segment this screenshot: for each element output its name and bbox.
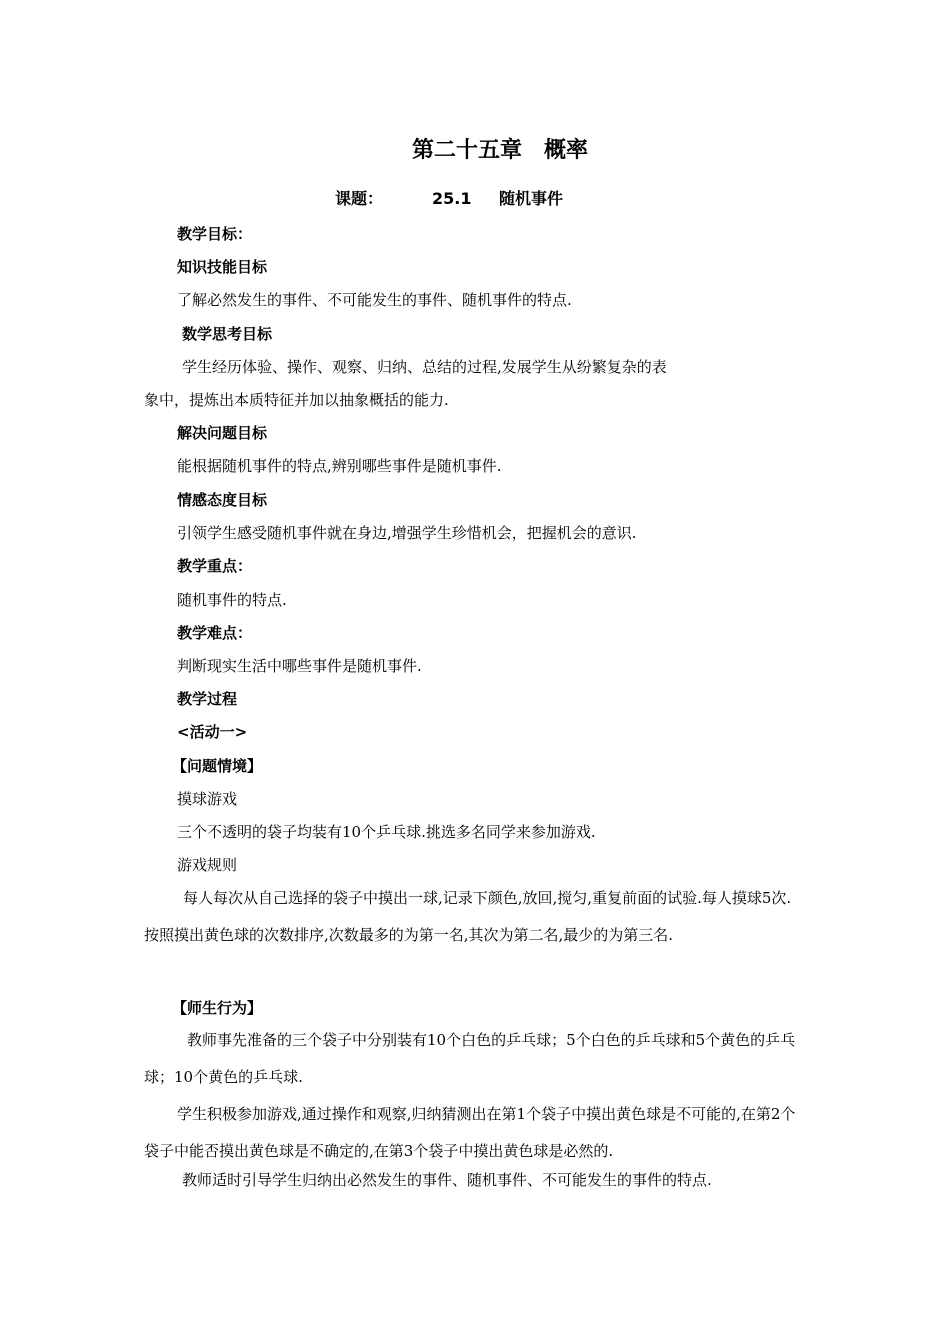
difficulty-text: 判断现实生活中哪些事件是随机事件.: [177, 657, 422, 675]
thinking-text-1: 学生经历体验、操作、观察、归纳、总结的过程,发展学生从纷繁复杂的表: [182, 358, 667, 376]
process-heading: 教学过程: [177, 690, 238, 708]
difficulty-heading: 教学难点：: [177, 624, 253, 642]
student-activity: 学生积极参加游戏,通过操作和观察,归纳猜测出在第1个袋子中摸出黄色球是不可能的,在第2个袋子中能否摸出黄色球是不确定的,在第3个袋子中摸出黄色球是必然的.: [144, 1105, 796, 1160]
teacher-guide: 教师适时引导学生归纳出必然发生的事件、随机事件、不可能发生的事件的特点.: [182, 1171, 712, 1189]
lesson-number: 25.1: [432, 189, 472, 208]
emotion-text: 引领学生感受随机事件就在身边,增强学生珍惜机会，把握机会的意识.: [177, 524, 637, 542]
rules-text: 每人每次从自己选择的袋子中摸出一球,记录下颜色,放回,搅匀,重复前面的试验.每人摸球5次.按照摸出黄色球的次数排序,次数最多的为第一名,其次为第二名,最少的为第三名.: [144, 889, 792, 944]
goals-heading: 教学目标：: [177, 225, 253, 243]
game-name: 摸球游戏: [177, 790, 238, 808]
situation-heading: 【问题情境】: [172, 757, 263, 775]
problem-text: 能根据随机事件的特点,辨别哪些事件是随机事件.: [177, 457, 502, 475]
lesson-name: 随机事件: [499, 189, 564, 208]
thinking-text-2: 象中，提炼出本质特征并加以抽象概括的能力.: [144, 391, 449, 409]
activity-heading: <活动一>: [177, 723, 248, 741]
teacher-prep: 教师事先准备的三个袋子中分别装有10个白色的乒乓球；5个白色的乒乓球和5个黄色的乒乓球；10个黄色的乒乓球.: [144, 1031, 796, 1086]
knowledge-text: 了解必然发生的事件、不可能发生的事件、随机事件的特点.: [177, 291, 572, 309]
key-heading: 教学重点：: [177, 557, 253, 575]
thinking-heading: 数学思考目标: [182, 325, 273, 343]
lesson-label: 课题：: [335, 189, 384, 208]
chapter-title: 第二十五章 概率: [411, 138, 588, 163]
behavior-heading: 【师生行为】: [172, 999, 263, 1017]
game-setup: 三个不透明的袋子均装有10个乒乓球.挑选多名同学来参加游戏.: [177, 823, 596, 841]
key-text: 随机事件的特点.: [177, 591, 287, 609]
knowledge-heading: 知识技能目标: [177, 258, 268, 276]
emotion-heading: 情感态度目标: [177, 491, 268, 509]
problem-heading: 解决问题目标: [177, 424, 268, 442]
rules-heading: 游戏规则: [177, 856, 238, 874]
